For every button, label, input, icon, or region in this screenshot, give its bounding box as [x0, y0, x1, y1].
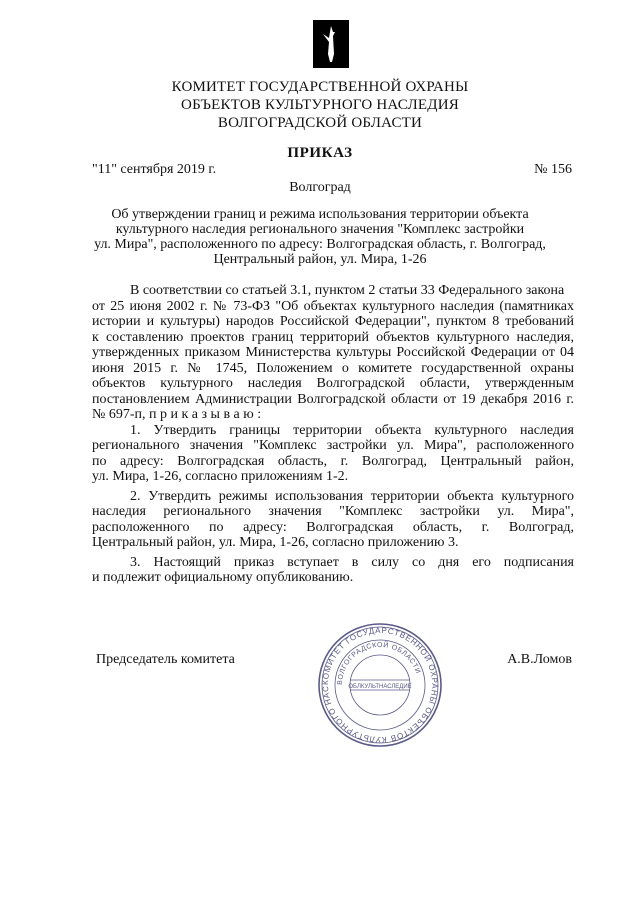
body-line: июня 2015 г. № 1745, Положением о комитете государственной охраны [92, 360, 574, 376]
body-line: истории и культуры) народов Российской Федерации", пунктом 8 требований [92, 314, 574, 329]
org-name-line-3: ВОЛГОГРАДСКОЙ ОБЛАСТИ [217, 115, 423, 131]
body-line: регионального значения "Комплекс застройки ул. Мира", расположенного [92, 438, 574, 453]
seal-center-text: ОБЛКУЛЬТНАСЛЕДИЕ [348, 684, 412, 690]
body-line: и подлежит официальному опубликованию. [92, 570, 354, 585]
subject-line: Центральный район, ул. Мира, 1-26 [213, 252, 427, 267]
org-name-line-1: КОМИТЕТ ГОСУДАРСТВЕННОЙ ОХРАНЫ [171, 79, 469, 95]
doc-date: "11" сентября 2019 г. [92, 162, 217, 177]
body-line: 1. Утвердить границы территории объекта культурного наследия [130, 422, 574, 438]
body-line: утвержденных приказом Министерства культуры Российской Федерации от 04 [92, 345, 574, 360]
subject-line: ул. Мира", расположенного по адресу: Волгоградская область, г. Волгоград, [94, 237, 546, 252]
body-line: объектов культурного наследия Волгоградской области, утвержденным [92, 376, 574, 391]
body-line: Центральный район, ул. Мира, 1-26, согласно приложению 3. [92, 535, 459, 550]
preamble-paragraph [92, 283, 574, 423]
seal-outer-text: КОМИТЕТ ГОСУДАРСТВЕННОЙ ОХРАНЫ ОБЪЕКТОВ КУЛЬТУРНОГО НАС [320, 625, 440, 745]
emblem-icon [313, 20, 349, 68]
body-line: от 25 июня 2002 г. № 73-ФЗ "Об объектах культурного наследия (памятниках [92, 298, 574, 314]
body-line: постановлением Администрации Волгоградской области от 19 декабря 2016 г. [92, 391, 574, 407]
body-line: В соответствии со статьей 3.1, пунктом 2 статьи 33 Федерального закона [130, 283, 565, 298]
doc-number: № 156 [534, 162, 572, 177]
item-3-paragraph [92, 555, 574, 586]
body-line: 3. Настоящий приказ вступает в силу со дня его подписания [130, 554, 574, 570]
subject-line: культурного наследия регионального значения "Комплекс застройки [115, 222, 525, 237]
body-line: расположенного по адресу: Волгоградская область, г. Волгоград, [92, 519, 574, 535]
body-line: к составлению проектов границ территорий объектов культурного наследия, [92, 329, 574, 345]
official-seal-stamp [317, 622, 443, 748]
body-line: 2. Утвердить режимы использования территории объекта культурного [130, 488, 574, 504]
subject-line: Об утверждении границ и режима использования территории объекта [111, 207, 529, 222]
signer-name: А.В.Ломов [507, 652, 572, 667]
doc-city: Волгоград [289, 180, 351, 195]
body-line: наследия регионального значения "Комплекс застройки ул. Мира", [92, 504, 574, 519]
body-line: по адресу: Волгоградская область, г. Волгоград, Центральный район, [92, 453, 574, 469]
seal-inner-text: ВОЛГОГРАДСКОЙ ОБЛАСТИ [336, 641, 422, 686]
body-line: № 697-п, п р и к а з ы в а ю : [92, 407, 262, 422]
body-line: ул. Мира, 1-26, согласно приложениям 1-2. [92, 469, 349, 484]
item-2-paragraph [92, 489, 574, 551]
svg-text:ВОЛГОГРАДСКОЙ ОБЛАСТИ [337, 640, 421, 685]
doc-subject [0, 207, 640, 267]
doc-body [92, 283, 574, 586]
doc-type-title: ПРИКАЗ [287, 145, 353, 161]
org-name-line-2: ОБЪЕКТОВ КУЛЬТУРНОГО НАСЛЕДИЯ [181, 97, 459, 113]
item-1-paragraph [92, 423, 574, 485]
signer-position: Председатель комитета [96, 652, 235, 667]
